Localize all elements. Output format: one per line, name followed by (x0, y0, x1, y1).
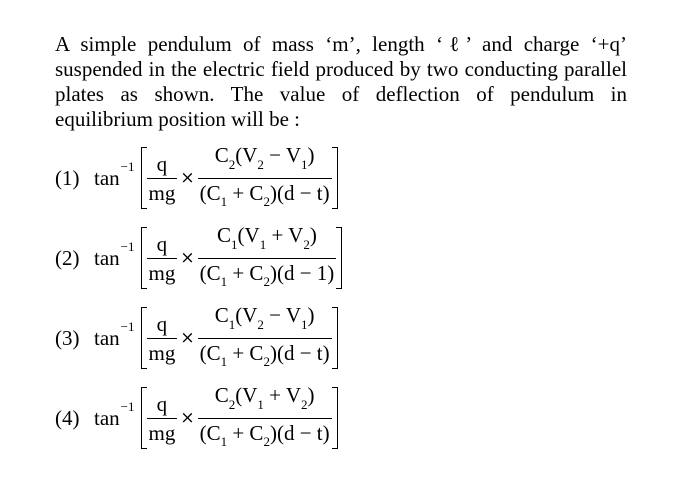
fraction-capacitance (198, 143, 332, 212)
denominator-capacitance: $(C_1 + C_2)(d - t)$ (198, 418, 332, 453)
times-symbol: × (180, 248, 195, 268)
option-number: (1) (55, 165, 80, 190)
numerator-q: q (156, 311, 168, 336)
arctan-label: $\tan^{-1}$ (94, 319, 135, 350)
numerator-q: q (156, 231, 168, 256)
fraction-q-over-mg (147, 392, 178, 445)
fraction-q-over-mg (147, 152, 178, 205)
option-2[interactable] (55, 225, 342, 291)
option-4[interactable] (55, 385, 338, 451)
arctan-label: $\tan^{-1}$ (94, 159, 135, 190)
arctan-label: $\tan^{-1}$ (94, 239, 135, 270)
numerator-capacitance: $C_2(V_1 + V_2)$ (214, 383, 315, 412)
bracket-expression (141, 143, 338, 209)
denominator-mg: mg (147, 258, 178, 285)
fraction-q-over-mg (147, 232, 178, 285)
bracket-expression (141, 383, 338, 449)
arctan-label: $\tan^{-1}$ (94, 399, 135, 430)
times-symbol: × (180, 168, 195, 188)
denominator-capacitance: $(C_1 + C_2)(d - t)$ (198, 338, 332, 373)
numerator-capacitance: $C_1(V_2 - V_1)$ (214, 303, 315, 332)
denominator-mg: mg (147, 418, 178, 445)
denominator-capacitance: $(C_1 + C_2)(d - t)$ (198, 178, 332, 213)
numerator-capacitance: $C_1(V_1 + V_2)$ (217, 223, 317, 252)
numerator-capacitance: $C_2(V_2 - V_1)$ (214, 143, 315, 172)
option-1[interactable] (55, 145, 338, 211)
option-3[interactable] (55, 305, 338, 371)
question-text: A simple pendulum of mass ‘m’, length ‘ℓ’ and charge ‘+q’ suspended in the electric field produced by two conducting parallel plates as shown. The value of deflection of pendulum in equilibrium position will be : (55, 32, 627, 131)
times-symbol: × (180, 328, 195, 348)
fraction-q-over-mg (147, 312, 178, 365)
fraction-capacitance (198, 303, 332, 372)
denominator-capacitance: $(C_1 + C_2)(d - 1)$ (198, 258, 337, 293)
numerator-q: q (156, 391, 168, 416)
times-symbol: × (180, 408, 195, 428)
fraction-capacitance (198, 383, 332, 452)
bracket-expression (141, 303, 338, 369)
numerator-q: q (156, 151, 168, 176)
option-number: (4) (55, 405, 80, 430)
denominator-mg: mg (147, 338, 178, 365)
fraction-capacitance (198, 223, 337, 292)
option-number: (3) (55, 325, 80, 350)
denominator-mg: mg (147, 178, 178, 205)
option-number: (2) (55, 245, 80, 270)
bracket-expression (141, 223, 343, 289)
